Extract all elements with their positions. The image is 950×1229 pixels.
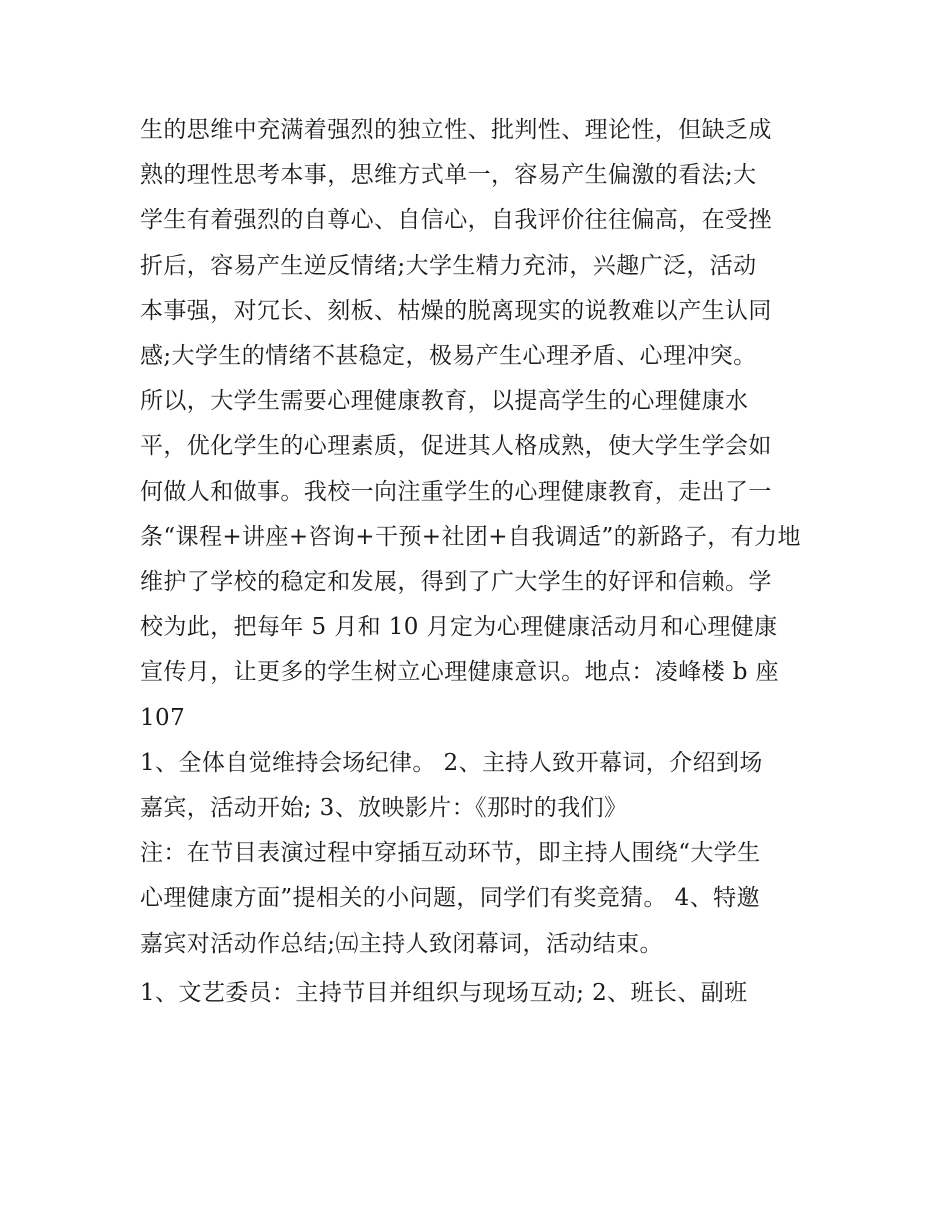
paragraph-background (140, 108, 820, 741)
text-line: 平，优化学生的心理素质，促进其人格成熟，使大学生学会如 (140, 433, 772, 460)
text-line: 107 (140, 704, 186, 731)
text-line: 学生有着强烈的自尊心、自信心，自我评价往往偏高，在受挫 (140, 207, 772, 234)
text-line: 何做人和做事。我校一向注重学生的心理健康教育，走出了一 (140, 478, 772, 505)
text-line: 生的思维中充满着强烈的独立性、批判性、理论性，但缺乏成 (140, 117, 772, 143)
paragraph-note (140, 831, 820, 967)
text-line: 条“课程+讲座+咨询+干预+社团+自我调适”的新路子，有力地 (140, 523, 801, 550)
text-line: 宣传月，让更多的学生树立心理健康意识。地点：凌峰楼 b 座 (140, 659, 779, 686)
paragraph-procedure (140, 741, 820, 831)
text-line: 所以，大学生需要心理健康教育，以提高学生的心理健康水 (140, 388, 749, 415)
text-line: 感;大学生的情绪不甚稳定，极易产生心理矛盾、心理冲突。 (140, 343, 757, 370)
text-line: 嘉宾对活动作总结;㈤主持人致闭幕词，活动结束。 (140, 930, 663, 957)
text-line: 1、全体自觉维持会场纪律。 2、主持人致开幕词，介绍到场 (140, 749, 763, 776)
text-line: 嘉宾，活动开始; 3、放映影片：《那时的我们》 (140, 795, 628, 822)
document-body (140, 108, 820, 1016)
text-line: 注：在节目表演过程中穿插互动环节，即主持人围绕“大学生 (140, 840, 761, 867)
text-line: 维护了学校的稳定和发展，得到了广大学生的好评和信赖。学 (140, 569, 772, 596)
text-line: 折后，容易产生逆反情绪;大学生精力充沛，兴趣广泛，活动 (140, 252, 757, 279)
paragraph-roles (140, 971, 820, 1016)
text-line: 心理健康方面”提相关的小问题，同学们有奖竞猜。 4、特邀 (140, 885, 760, 912)
text-line: 熟的理性思考本事，思维方式单一，容易产生偏激的看法;大 (140, 162, 757, 189)
text-line: 校为此，把每年 5 月和 10 月定为心理健康活动月和心理健康 (140, 614, 778, 641)
text-line: 本事强，对冗长、刻板、枯燥的脱离现实的说教难以产生认同 (140, 297, 772, 324)
text-line: 1、文艺委员：主持节目并组织与现场互动; 2、班长、副班 (140, 979, 748, 1006)
